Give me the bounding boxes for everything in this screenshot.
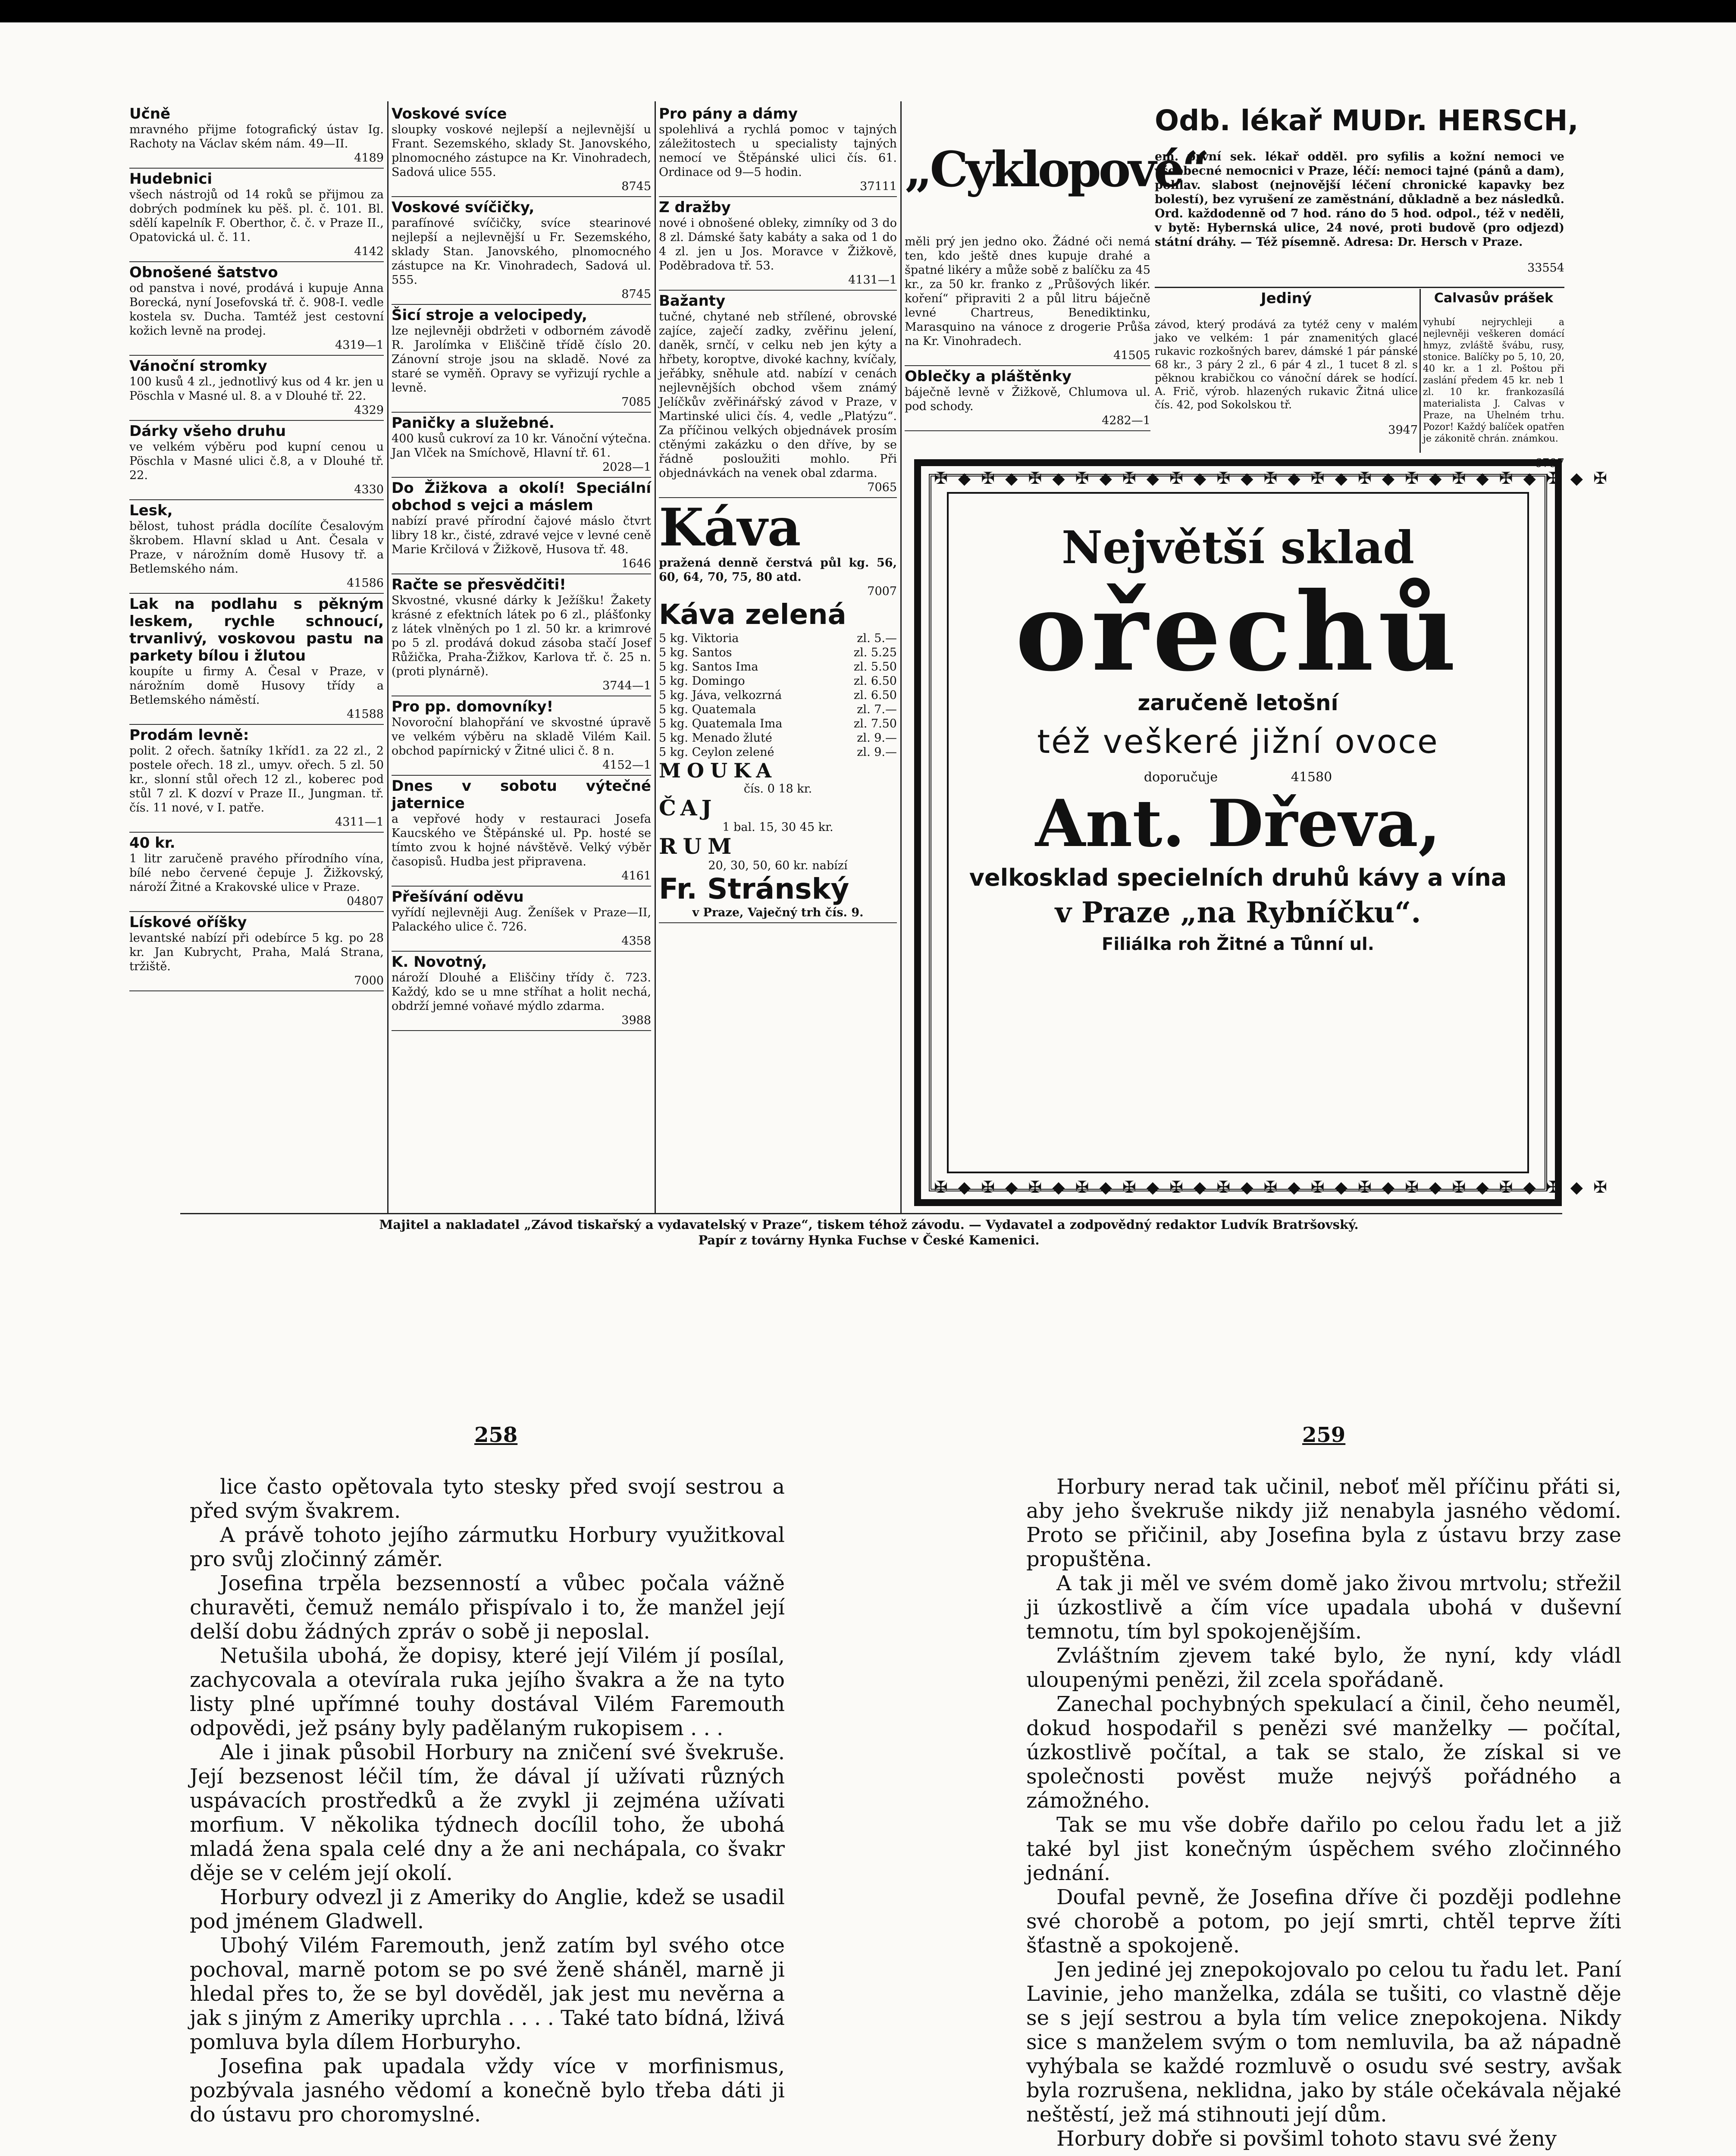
story-paragraph: lice často opětovala tyto stesky před svojí sestrou a před svým švakrem. <box>190 1475 785 1523</box>
imprint <box>172 1217 1565 1248</box>
imprint-line-1: Majitel a nakladatel „Závod tiskařský a vydavatelský v Praze“, tiskem téhož závodu. — Vydavatel a zodpovědný redaktor Ludvík Bratršovský. <box>379 1217 1359 1232</box>
calvas-num: 6797 <box>1535 457 1564 470</box>
classified-ad <box>392 103 651 197</box>
oblecky-body: báječně levně v Žižkově, Chlumova ul. pod schody. <box>905 385 1150 413</box>
ad-number: 7065 <box>867 481 897 494</box>
mouka-title: MOUKA <box>659 759 777 782</box>
story-paragraph: Horbury nerad tak učinil, neboť měl příčinu přáti si, aby jeho švekruše nikdy již nenabyla jasného vědomí. Proto se přičinil, aby Josefina byla z ústavu brzy zase propuštěna. <box>1026 1475 1621 1571</box>
ad-number: 4161 <box>621 869 651 883</box>
ad-heading: Z dražby <box>659 199 731 216</box>
ad-nuts <box>947 492 1529 1173</box>
ad-heading: Lískové oříšky <box>129 914 247 931</box>
ad-number: 4329 <box>354 404 384 417</box>
ad-number: 4311—1 <box>335 815 384 829</box>
ad-body: všech nástrojů od 14 roků se přijmou za dobrých podmínek ku pěš. pl. č. 101. Bl. sdělí kapelník F. Oberthor, č. č. v Praze II., Opatovická ul. č. 11. <box>129 188 384 244</box>
story-paragraph: Josefina pak upadala vždy více v morfinismus, pozbývala jasného vědomí a konečně bylo třeba dáti ji do ústavu pro choromyslné. <box>190 2054 785 2127</box>
classified-ad <box>392 574 651 696</box>
nuts-line-3: zaručeně letošní <box>1137 690 1338 715</box>
story-page-left <box>190 1475 785 2156</box>
classified-ad <box>659 103 897 197</box>
hersch-body: em. první sek. lékař odděl. pro syfilis a kožní nemoci ve všeobecné nemocnici v Praze, léčí: nemoci tajné (pánů a dam), pohlav. slabost (nejnovější léčení chronické kapavky bez bolestí), bez vyrušení ze zaměstnání, důkladně a bez následků. Ord. každodenně od 7 hod. ráno do 5 hod. odpol., též v neděli, v bytě: Hybernská ulice, 24 nové, proti budově (pro odjezd) státní dráhy. — Též písemně. Adresa: Dr. Hersch v Praze. <box>1155 150 1564 249</box>
green-coffee-price-list <box>659 631 897 759</box>
classified-ad <box>129 262 384 356</box>
story-paragraph: Zanechal pochybných spekulací a činil, čeho neuměl, dokud hospodařil s penězi své manželky — počítal, úzkostlivě počítal, a tak se stalo, že získal si ve společnosti pověst muže nejvýš pořádného a zámožného. <box>1026 1692 1621 1813</box>
ad-body: nabízí pravé přírodní čajové máslo čtvrt libry 18 kr., čisté, zdravé vejce v levné ceně Marie Krčilová v Žižkově, Husova tř. 48. <box>392 514 651 556</box>
caj-line: 1 bal. 15, 30 45 kr. <box>722 821 834 834</box>
imprint-line-2: Papír z továrny Hynka Fuchse v České Kamenici. <box>698 1233 1040 1247</box>
nuts-line-2: ořechů <box>1015 568 1461 695</box>
price-row <box>659 702 897 717</box>
ad-body: nové i obnošené obleky, zimníky od 3 do 8 zl. Dámské šaty kabáty a saka od 1 do 4 zl. jen u Jos. Moravce v Žižkově, Poděbradova tř. 53. <box>659 216 897 273</box>
caj-title: ČAJ <box>659 795 716 821</box>
coffee-prices-line: pražená denně čerstvá půl kg. 56, 60, 64, 70, 75, 80 atd. <box>659 556 897 584</box>
price-item: 5 kg. Quatemala Ima <box>659 717 783 730</box>
ad-number: 3988 <box>621 1014 651 1027</box>
classified-ad <box>392 413 651 478</box>
ad-number: 4142 <box>354 245 384 258</box>
ad-heading: Dárky všeho druhu <box>129 423 286 440</box>
nuts-recommend <box>949 770 1527 785</box>
ad-heading: Paničky a služebné. <box>392 414 555 432</box>
classified-ad <box>392 776 651 887</box>
classified-ad <box>392 305 651 413</box>
classified-ad <box>129 594 384 725</box>
classified-ad <box>392 887 651 952</box>
ad-number: 4152—1 <box>602 758 651 772</box>
ad-jediny <box>1155 290 1418 454</box>
ad-heading: Přešívání oděvu <box>392 888 524 906</box>
ad-body: levantské nabízí při odebírce 5 kg. po 28 kr. Jan Kubrycht, Praha, Malá Strana, tržiště. <box>129 931 384 973</box>
nuts-recommend-text: doporučuje <box>1144 770 1218 785</box>
rule <box>1155 287 1564 288</box>
ad-number: 4189 <box>354 151 384 165</box>
ad-number: 4358 <box>621 934 651 948</box>
price-value: zl. 7.— <box>857 703 897 716</box>
ad-body: koupíte u firmy A. Česal v Praze, v nárožním domě Husovy třídy a Betlemského náměstí. <box>129 665 384 707</box>
ad-coffee <box>659 498 897 923</box>
coffee-seller-address: v Praze, Vaječný trh čís. 9. <box>692 906 864 919</box>
ad-heading: Hudebnici <box>129 170 213 188</box>
price-row <box>659 660 897 674</box>
coffee-num: 7007 <box>867 585 897 598</box>
story-paragraph: Ubohý Vilém Faremouth, jenž zatím byl svého otce pochoval, marně potom se po své ženě sháněl, marně ji hledal přes to, že se byl dověděl, jak jest mu nevěrna a jak s jiným z Ameriky uprchla . . . . Také tato bídná, lživá pomluva byla dílem Horburyho. <box>190 1934 785 2054</box>
hersch-title: Odb. lékař MUDr. HERSCH, <box>1155 104 1579 137</box>
classified-ad <box>129 103 384 169</box>
ad-number: 41588 <box>347 708 384 721</box>
oblecky-head: Oblečky a pláštěnky <box>905 368 1072 385</box>
story-paragraph: Netušila ubohá, že dopisy, které její Vilém jí posílal, zachycovala a otevírala ruka jejího švakra a že na tyto listy plné upřímné touhy dostával Vilém Faremouth odpovědi, jež psány byly padělaným rukopisem . . . <box>190 1644 785 1740</box>
classified-ad <box>659 291 897 498</box>
ad-number: 4319—1 <box>335 338 384 352</box>
ad-heading: Voskové svíčičky, <box>392 199 535 216</box>
classified-ad <box>129 912 384 991</box>
ad-number: 8745 <box>621 180 651 193</box>
price-item: 5 kg. Menado žluté <box>659 731 772 745</box>
ad-heading: Dnes v sobotu výtečné jaternice <box>392 777 651 812</box>
ad-number: 37111 <box>860 180 897 193</box>
ad-number: 2028—1 <box>602 461 651 474</box>
cyklop-body: měli prý jen jedno oko. Žádné oči nemá ten, kdo ještě dnes kupuje drahé a špatné likéry a může sobě z balíčku za 45 kr., za 50 kr. franko z „Průšových likér. koření“ připraviti 2 a půl litru báječně levné Chartreus, Benediktinku, Marasquino na vánoce z drogerie Průša na Kr. Vinohradech. <box>905 235 1150 348</box>
nuts-line-5: velkosklad specielních druhů kávy a vína <box>969 864 1507 891</box>
ad-body: Novoroční blahopřání ve skvostné úpravě ve velkém výběru na skladě Vilém Kail. obchod papírnický v Žitné ulici č. 8 n. <box>392 716 651 758</box>
story-paragraph: Horbury odvezl ji z Ameriky do Anglie, kdež se usadil pod jménem Gladwell. <box>190 1885 785 1934</box>
rum-line: 20, 30, 50, 60 kr. nabízí <box>708 859 848 872</box>
price-row <box>659 674 897 688</box>
story-paragraph: Tak se mu vše dobře dařilo po celou řadu let a již také byl jist konečným úspěchem svého zločinného jednání. <box>1026 1813 1621 1885</box>
page-number-left: 258 <box>474 1423 518 1447</box>
column-rule <box>655 101 656 1213</box>
ad-heading: Lak na podlahu s pěkným leskem, rychle schnoucí, trvanlivý, voskovou pastu na parkety bílou i žlutou <box>129 595 384 664</box>
scan-border-top <box>0 0 1736 22</box>
price-value: zl. 7.50 <box>853 717 897 730</box>
coffee-seller: Fr. Stránský <box>659 872 849 906</box>
classified-ad <box>392 952 651 1031</box>
ad-heading: Vánoční stromky <box>129 357 267 375</box>
classified-ad <box>392 197 651 305</box>
ads-column-4 <box>905 103 1207 453</box>
ad-number: 04807 <box>347 895 384 908</box>
ad-number: 7000 <box>354 974 384 987</box>
ad-cyklop <box>905 103 1207 366</box>
ad-body: mravného přijme fotografický ústav Ig. Rachoty na Václav ském nám. 49—II. <box>129 123 384 150</box>
ad-number: 1646 <box>621 557 651 570</box>
price-row <box>659 688 897 702</box>
cyklop-num: 41505 <box>1113 349 1150 362</box>
ad-number: 8745 <box>621 288 651 301</box>
price-row <box>659 731 897 745</box>
calvas-head: Calvasův prášek <box>1434 291 1554 306</box>
story-paragraph: Ale i jinak působil Horbury na zničení své švekruše. Její bezsenost léčil tím, že dával jí užívati různých uspávacích prostředků a že zvykl ji zejména užívati morfium. V několika týdnech docílil toho, že ubohá mladá žena spala celé dny a že ani nechápala, co švakr děje se v celém její okolí. <box>190 1740 785 1885</box>
nuts-line-1: Největší sklad <box>1062 521 1414 574</box>
ad-heading: Lesk, <box>129 502 173 519</box>
price-item: 5 kg. Domingo <box>659 674 745 688</box>
story-paragraph: Josefina trpěla bezsenností a vůbec počala vážně churavěti, čemuž nemálo přispívalo i to, že manžel její delší dobu žádných zpráv o sobě ji neposlal. <box>190 1571 785 1644</box>
classified-ad <box>129 500 384 594</box>
price-value: zl. 5.— <box>857 632 897 645</box>
ad-heading: Obnošené šatstvo <box>129 264 278 281</box>
story-paragraph: Doufal pevně, že Josefina dříve či později podlehne své chorobě a potom, po její smrti, chtěl teprve žíti šťastně a spokojeně. <box>1026 1885 1621 1958</box>
nuts-line-6: v Praze „na Rybníčku“. <box>1055 896 1421 929</box>
story-page-right <box>1026 1475 1621 2156</box>
ad-body: parafínové svíčičky, svíce stearinové nejlepší a nejlevnější u Fr. Sezemského, sklady Stan. Janovského, plnomocného zástupce na Kr. Vinohradech, Sadová ul. 555. <box>392 216 651 287</box>
ad-body: 100 kusů 4 zl., jednotlivý kus od 4 kr. jen u Pöschla v Masné ul. 8. a v Dlouhé tř. 22. <box>129 375 384 403</box>
rum-title: RUM <box>659 834 738 859</box>
frame-ornament-bottom: ✠ ◆ ✠ ◆ ✠ ◆ ✠ ◆ ✠ ◆ ✠ ◆ ✠ ◆ ✠ ◆ ✠ ◆ ✠ ◆ ✠ ◆ ✠ ◆ ✠ ◆ ✠ ◆ ✠ <box>934 1178 1610 1197</box>
oblecky-num: 4282—1 <box>1102 414 1150 427</box>
ad-body: 400 kusů cukroví za 10 kr. Vánoční výtečna. Jan Vlček na Smíchově, Hlavní tř. 61. <box>392 432 651 460</box>
ad-body: od panstva i nové, prodává i kupuje Anna Borecká, nyní Josefovská tř. č. 908-I. vedle kostela sv. Ducha. Tamtéž jest cestovní kožich levně na prodej. <box>129 282 384 338</box>
classified-ad <box>129 833 384 912</box>
ad-calvas <box>1423 290 1564 470</box>
page-number-right: 259 <box>1302 1423 1346 1447</box>
nuts-line-4: též veškeré jižní ovoce <box>1037 722 1439 761</box>
hersch-num: 33554 <box>1527 261 1564 275</box>
price-value: zl. 9.— <box>857 731 897 745</box>
ad-body: tučné, chytané neb střílené, obrovské zajíce, zaječí zadky, zvěřinu jelení, daněk, srnčí, v celku neb jen kýty a hřbety, koroptve, divoké kachny, kvíčaly, jeřábky, sněhule atd. nabízí v cenách nejlevnějších obchod všem známý Jelíčkův zvěřinářský závod v Praze, v Martinské ulici čís. 4, vedle „Platýzu“. Za příčinou velkých objednávek prosím ctěnými zakázku o den dříve, by se řádně posloužiti mohlo. Při objednávkách na venek obal zdarma. <box>659 310 897 480</box>
price-item: 5 kg. Ceylon zelené <box>659 746 774 759</box>
price-item: 5 kg. Santos <box>659 646 732 659</box>
price-value: zl. 6.50 <box>853 689 897 702</box>
ad-body: bělost, tuhost prádla docílíte Česalovým škrobem. Hlavní sklad u Ant. Česala v Praze, v nárožním domě Husovy tř. a Betlemského nám. <box>129 520 384 576</box>
column-rule <box>1420 289 1421 453</box>
story-paragraph: Zvláštním zjevem také bylo, že nyní, kdy vládl uloupenými penězi, žil zcela spořádaně. <box>1026 1644 1621 1692</box>
ad-number: 3744—1 <box>602 679 651 693</box>
ad-body: vyřídí nejlevněji Aug. Ženíšek v Praze—II, Palackého ulice č. 726. <box>392 906 651 934</box>
ad-number: 4131—1 <box>848 273 897 287</box>
jediny-body: závod, který prodává za tytéž ceny v malém jako ve velkém: 1 pár znamenitých glacé rukavic rozkošných barev, dámské 1 pár pánské 68 kr., 3 páry 2 zl., 6 pár 4 zl., 1 tucet 8 zl. s pěknou krabičkou co vánoční dárek se hodící. A. Frič, výrob. hlazených rukavic Žitná ulice čís. 42, pod Sokolskou tř. <box>1155 318 1418 411</box>
ad-heading: Učně <box>129 105 171 122</box>
ad-heading: Šicí stroje a velocipedy, <box>392 307 587 324</box>
ad-number: 4330 <box>354 483 384 496</box>
price-item: 5 kg. Viktoria <box>659 632 739 645</box>
ad-heading: 40 kr. <box>129 834 175 852</box>
price-item: 5 kg. Quatemala <box>659 703 756 716</box>
ads-column-1 <box>129 103 384 1212</box>
ad-oblecky <box>905 366 1150 431</box>
ad-heading: Bažanty <box>659 292 726 310</box>
ad-body: polit. 2 ořech. šatníky 1kříd1. za 22 zl., 2 postele ořech. 18 zl., umyv. ořech. 5 zl. 50 kr., slonní stůl ořech 12 zl., koberec pod stůl 7 zl. K dozví v Praze II., Jungman. tř. čís. 11 nové, v I. patře. <box>129 744 384 815</box>
calvas-body: vyhubí nejrychleji a nejlevněji veškeren domácí hmyz, zvláště švábu, rusy, stonice. Balíčky po 5, 10, 20, 40 kr. a 1 zl. Poštou při zaslání předem 45 kr. neb 1 zl. 10 kr. frankozasílá materialista J. Calvas v Praze, na Uhelném trhu. Pozor! Každý balíček opatřen je zákonitě chrán. známkou. <box>1423 317 1564 444</box>
price-row <box>659 631 897 646</box>
jediny-num: 3947 <box>1388 423 1418 437</box>
ad-body: nároží Dlouhé a Eliščiny třídy č. 723. Každý, kdo se u mne stříhat a holit nechá, obdrží jemné voňavé mýdlo zdarma. <box>392 971 651 1013</box>
price-value: zl. 5.25 <box>853 646 897 659</box>
ads-column-3 <box>659 103 897 1212</box>
ad-heading: Pro pány a dámy <box>659 105 798 122</box>
story-paragraph: Jen jediné jej znepokojovalo po celou tu řadu let. Paní Lavinie, jeho manželka, zdála se tušiti, co vlastně děje se s její sestrou a byla tím velice znepokojena. Nikdy sice s manželem svým o tom nemluvila, ba až nápadně vyhýbala se každé rozmluvě o osudu své sestry, avšak byla rozrušena, neklidna, jako by stále očekávala nějaké neštěstí, jež má stihnouti její dům. <box>1026 1958 1621 2127</box>
classified-ad <box>129 356 384 421</box>
classified-ad <box>659 197 897 291</box>
ad-hersch <box>1155 103 1579 285</box>
cyklop-title: „Cyklopové“ <box>905 141 1207 198</box>
classified-ad <box>129 421 384 500</box>
jediny-head: Jediný <box>1260 290 1312 307</box>
column-rule <box>387 101 389 1213</box>
ad-body: a vepřové hody v restauraci Josefa Kaucského ve Štěpánské ul. Pp. hosté se tímto zvou k hojné návštěvě. Velký výběr časopisů. Hudba jest připravena. <box>392 812 651 868</box>
mouka-line: čís. 0 18 kr. <box>743 782 812 796</box>
column-rule <box>900 101 902 1213</box>
ad-number: 41586 <box>347 577 384 590</box>
ads-column-2 <box>392 103 651 1212</box>
ad-heading: Račte se přesvědčiti! <box>392 576 566 593</box>
classified-ad <box>129 725 384 833</box>
classified-ad <box>392 478 651 574</box>
classified-ad <box>392 696 651 776</box>
ad-body: ve velkém výběru pod kupní cenou u Pöschla v Masné ulici č.8, a v Dlouhé tř. 22. <box>129 440 384 482</box>
ad-heading: Do Žižkova a okolí! Speciální obchod s vejci a máslem <box>392 479 651 514</box>
ad-body: Skvostné, vkusné dárky k Ježíšku! Žakety krásné z efektních látek po 6 zl., plášťonky z látek vlněných po 1 zl. 50 kr. a krimrové po 5 zl. prodává dokud zásoba stačí Josef Růžička, Praha-Žižkov, Karlova tř. č. 25 n. (proti plynárně). <box>392 594 651 678</box>
classified-ad <box>129 169 384 262</box>
price-item: 5 kg. Santos Ima <box>659 660 758 674</box>
nuts-merchant: Ant. Dřeva, <box>1035 786 1441 862</box>
story-paragraph: Horbury dobře si povšiml tohoto stavu své ženy <box>1056 2127 1557 2151</box>
price-row <box>659 745 897 759</box>
ad-heading: Pro pp. domovníky! <box>392 698 554 715</box>
price-value: zl. 9.— <box>857 746 897 759</box>
story-paragraph: A tak ji měl ve svém domě jako živou mrtvolu; střežil ji úzkostlivě a čím více upadala ubohá v duševní temnotu, tím byl spokojenějším. <box>1026 1571 1621 1644</box>
ad-heading: K. Novotný, <box>392 953 487 971</box>
frame-ornament-top: ✠ ◆ ✠ ◆ ✠ ◆ ✠ ◆ ✠ ◆ ✠ ◆ ✠ ◆ ✠ ◆ ✠ ◆ ✠ ◆ ✠ ◆ ✠ ◆ ✠ ◆ ✠ ◆ ✠ <box>934 469 1610 488</box>
price-value: zl. 5.50 <box>853 660 897 674</box>
ad-body: sloupky voskové nejlepší a nejlevnější u Frant. Sezemského, sklady St. Janovského, plnomocného zástupce na Kr. Vinohradech, Sadová ulice 555. <box>392 123 651 179</box>
ad-nuts-frame <box>914 459 1610 1206</box>
coffee-title: Káva <box>659 497 801 558</box>
nuts-line-7: Filiálka roh Žitné a Tůnní ul. <box>1102 934 1374 954</box>
ad-heading: Prodám levně: <box>129 727 249 744</box>
ad-heading: Voskové svíce <box>392 105 507 122</box>
price-row <box>659 646 897 660</box>
price-value: zl. 6.50 <box>853 674 897 688</box>
ad-body: 1 litr zaručeně pravého přírodního vína, bílé nebo červené čepuje J. Žižkovský, nároží Žitné a Krakovské ulice v Praze. <box>129 852 384 894</box>
story-paragraph: A právě tohoto jejího zármutku Horbury využitkoval pro svůj zločinný záměr. <box>190 1523 785 1571</box>
nuts-num: 41580 <box>1291 770 1332 785</box>
ad-number: 7085 <box>621 395 651 409</box>
price-row <box>659 717 897 731</box>
green-coffee-title: Káva zelená <box>659 599 846 631</box>
price-item: 5 kg. Jáva, velkozrná <box>659 689 782 702</box>
ad-body: lze nejlevněji obdržeti v odborném závodě R. Jarolímka v Eliščině třídě číslo 20. Zánovní stroje jsou na skladě. Nové za staré se vyměň. Opravy se vyřizují rychle a levně. <box>392 324 651 395</box>
ad-body: spolehlivá a rychlá pomoc v tajných záležitostech u specialisty tajných nemocí ve Štěpánské ulici čís. 61. Ordinace od 9—5 hodin. <box>659 123 897 179</box>
ads-bottom-rule <box>180 1213 1562 1214</box>
